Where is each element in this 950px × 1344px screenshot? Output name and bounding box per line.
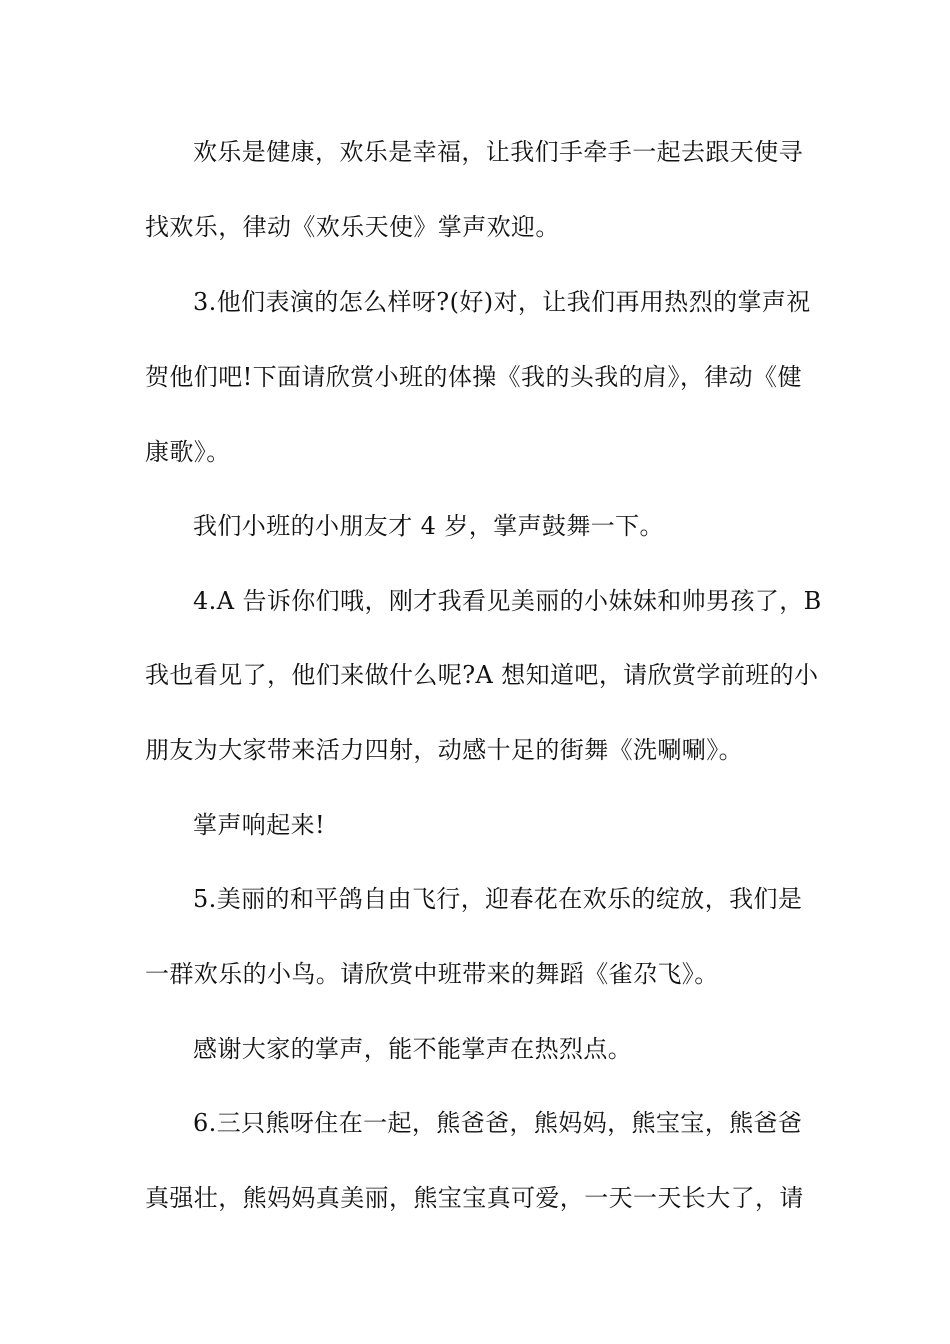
paragraph-8-line-2: 真强壮，熊妈妈真美丽，熊宝宝真可爱，一天一天长大了，请 [145, 1184, 804, 1212]
paragraph-4-line-3: 朋友为大家带来活力四射，动感十足的街舞《洗唰唰》。 [145, 736, 743, 764]
paragraph-1-line-2: 找欢乐，律动《欢乐天使》掌声欢迎。 [145, 213, 560, 241]
paragraph-8-line-1: 6.三只熊呀住在一起，熊爸爸，熊妈妈，熊宝宝，熊爸爸 [193, 1109, 803, 1137]
paragraph-4-line-1: 4.A 告诉你们哦，刚才我看见美丽的小妹妹和帅男孩了，B [193, 587, 822, 615]
paragraph-5-line-1: 掌声响起来! [193, 811, 326, 839]
paragraph-2-line-3: 康歌》。 [145, 438, 231, 466]
paragraph-7-line-1: 感谢大家的掌声，能不能掌声在热烈点。 [193, 1035, 633, 1063]
paragraph-2-line-2: 贺他们吧!下面请欣赏小班的体操《我的头我的肩》，律动《健 [145, 363, 802, 391]
paragraph-6-line-2: 一群欢乐的小鸟。请欣赏中班带来的舞蹈《雀尕飞》。 [145, 960, 719, 988]
paragraph-6-line-1: 5.美丽的和平鸽自由飞行，迎春花在欢乐的绽放，我们是 [193, 885, 803, 913]
paragraph-4-line-2: 我也看见了，他们来做什么呢?A 想知道吧，请欣赏学前班的小 [145, 661, 819, 689]
paragraph-2-line-1: 3.他们表演的怎么样呀?(好)对，让我们再用热烈的掌声祝 [193, 288, 811, 316]
paragraph-1-line-1: 欢乐是健康，欢乐是幸福，让我们手牵手一起去跟天使寻 [193, 138, 803, 166]
paragraph-3-line-1: 我们小班的小朋友才 4 岁，掌声鼓舞一下。 [193, 512, 664, 540]
